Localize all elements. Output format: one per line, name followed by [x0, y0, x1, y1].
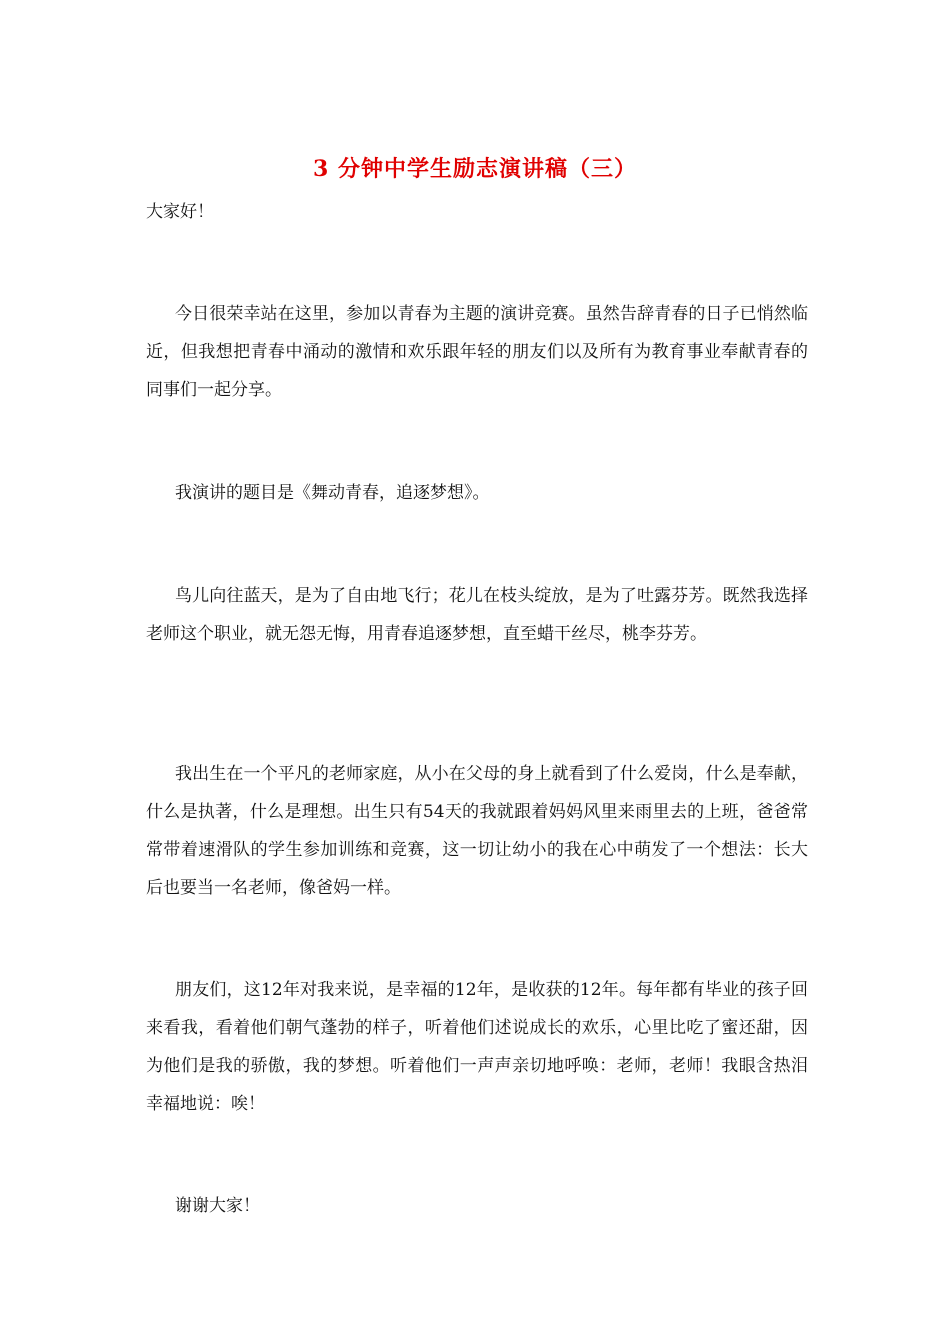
- paragraph-5: 朋友们，这12年对我来说，是幸福的12年，是收获的12年。每年都有毕业的孩子回来看我，看着他们朝气蓬勃的样子，听着他们述说成长的欢乐，心里比吃了蜜还甜，因为他们是我的骄傲，我的梦想。听着他们一声声亲切地呼唤：老师，老师！我眼含热泪幸福地说：唉！: [146, 980, 808, 1114]
- document-title: 3 分钟中学生励志演讲稿（三）: [313, 156, 637, 182]
- paragraph-3: 鸟儿向往蓝天，是为了自由地飞行；花儿在枝头绽放，是为了吐露芬芳。既然我选择老师这个职业，就无怨无悔，用青春追逐梦想，直至蜡干丝尽，桃李芬芳。: [146, 586, 808, 644]
- closing-paragraph: 谢谢大家！: [175, 1196, 260, 1216]
- greeting: 大家好！: [146, 202, 214, 222]
- paragraph-1: 今日很荣幸站在这里，参加以青春为主题的演讲竞赛。虽然告辞青春的日子已悄然临近，但我想把青春中涌动的激情和欢乐跟年轻的朋友们以及所有为教育事业奉献青春的同事们一起分享。: [146, 304, 808, 400]
- paragraph-2: 我演讲的题目是《舞动青春，追逐梦想》。: [175, 483, 490, 503]
- paragraph-4: 我出生在一个平凡的老师家庭，从小在父母的身上就看到了什么爱岗，什么是奉献，什么是执著，什么是理想。出生只有54天的我就跟着妈妈风里来雨里去的上班，爸爸常常带着速滑队的学生参加训练和竞赛，这一切让幼小的我在心中萌发了一个想法：长大后也要当一名老师，像爸妈一样。: [146, 764, 808, 898]
